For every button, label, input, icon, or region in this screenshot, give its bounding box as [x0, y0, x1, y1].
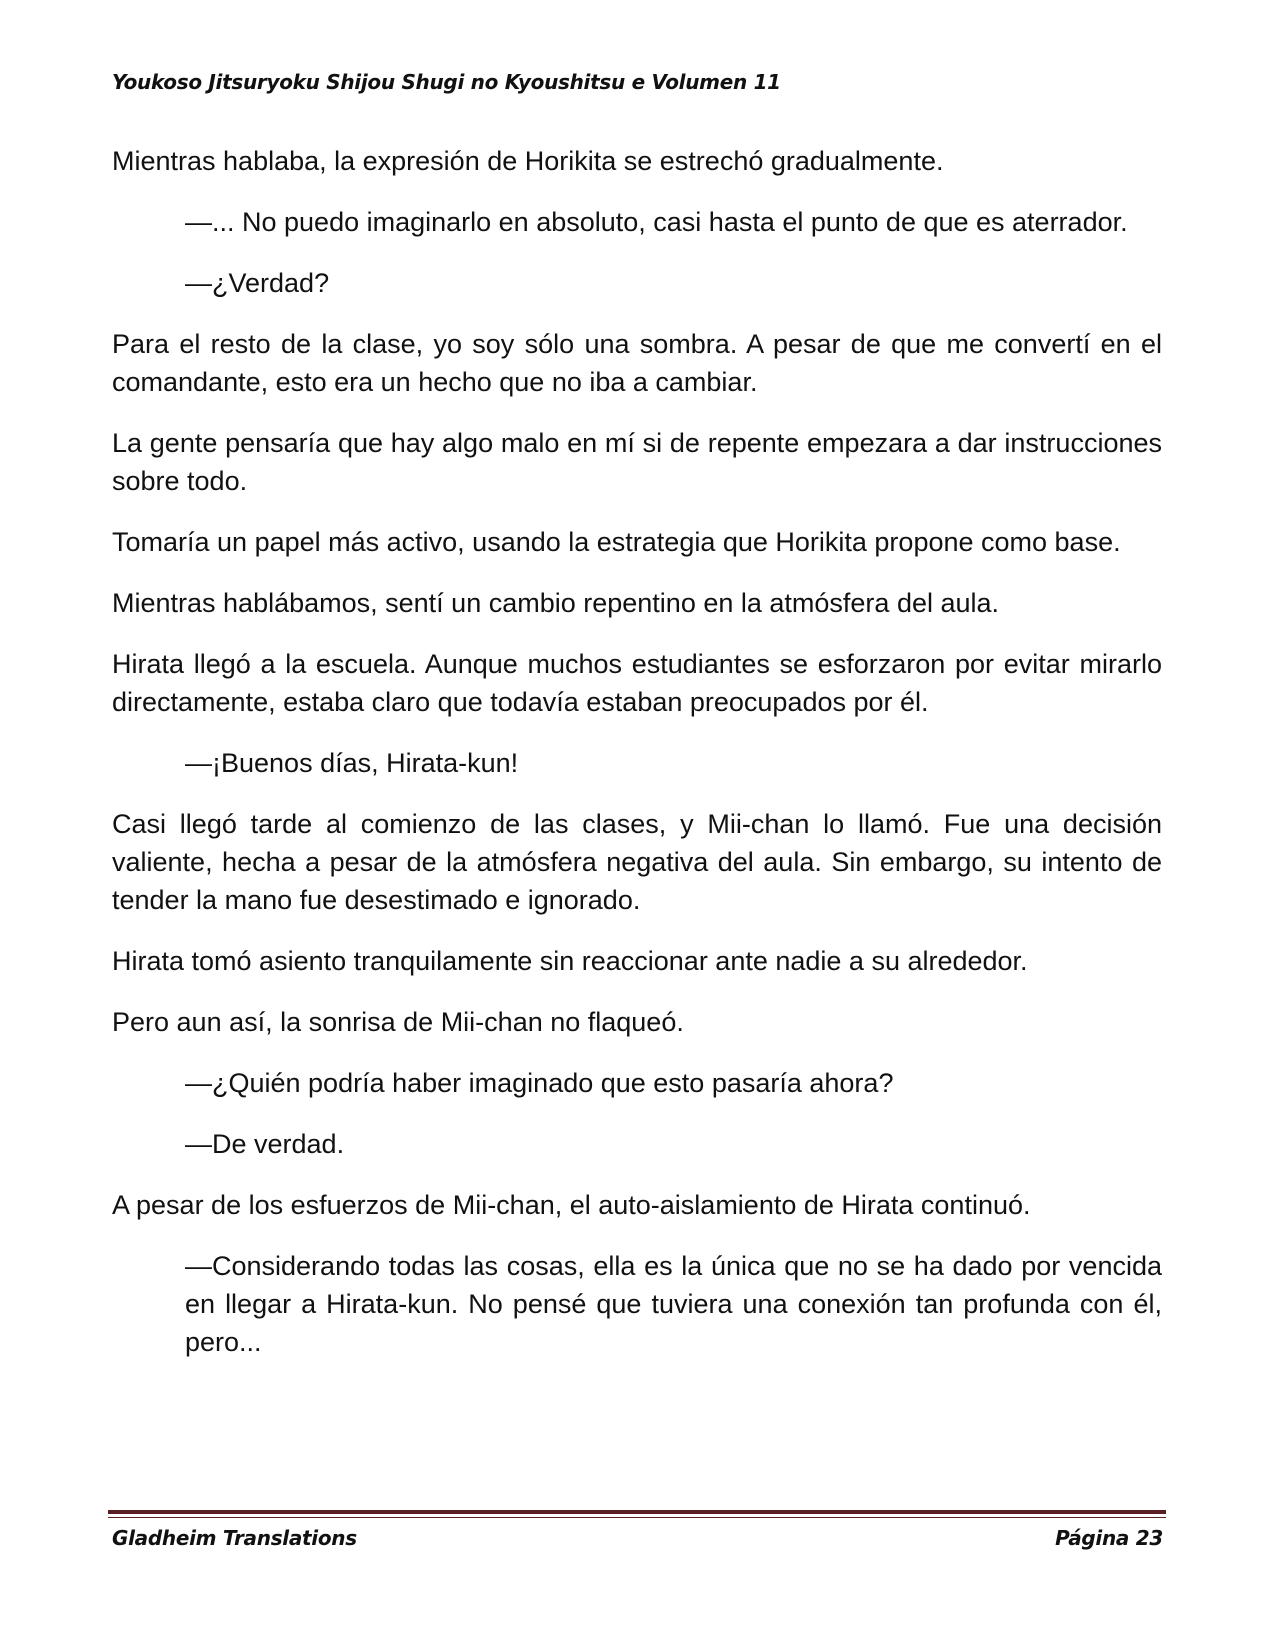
- footer-divider-thin: [108, 1517, 1166, 1518]
- dialog-line-1: —... No puedo imaginarlo en absoluto, casi hasta el punto de que es aterrador.: [185, 207, 1128, 237]
- page-body: [112, 142, 1162, 1384]
- running-header: Youkoso Jitsuryoku Shijou Shugi no Kyoushitsu e Volumen 11: [112, 70, 781, 94]
- paragraph-8: Hirata tomó asiento tranquilamente sin reaccionar ante nadie a su alrededor.: [112, 946, 1028, 976]
- paragraph-2: Para el resto de la clase, yo soy sólo una sombra. A pesar de que me convertí en el comandante, esto era un hecho que no iba a cambiar.: [112, 329, 1162, 397]
- paragraph-1: Mientras hablaba, la expresión de Horikita se estrechó gradualmente.: [112, 146, 944, 176]
- dialog-line-6: —Considerando todas las cosas, ella es la única que no se ha dado por vencida en llegar a Hirata-kun. No pensé que tuviera una conexión tan profunda con él, pero...: [185, 1251, 1162, 1357]
- paragraph-7: Casi llegó tarde al comienzo de las clases, y Mii-chan lo llamó. Fue una decisión valiente, hecha a pesar de la atmósfera negativa del aula. Sin embargo, su intento de tender la mano fue desestimado e ignorado.: [112, 809, 1162, 915]
- paragraph-3: La gente pensaría que hay algo malo en mí si de repente empezara a dar instrucciones sobre todo.: [112, 428, 1162, 496]
- dialog-line-2: —¿Verdad?: [185, 268, 330, 298]
- footer-divider-thick: [108, 1510, 1166, 1514]
- footer-page-number: Página 23: [1055, 1526, 1163, 1550]
- paragraph-5: Mientras hablábamos, sentí un cambio repentino en la atmósfera del aula.: [112, 588, 1000, 618]
- paragraph-9: Pero aun así, la sonrisa de Mii-chan no flaqueó.: [112, 1007, 684, 1037]
- dialog-line-4: —¿Quién podría haber imaginado que esto pasaría ahora?: [185, 1068, 894, 1098]
- dialog-line-5: —De verdad.: [185, 1129, 345, 1159]
- footer-publisher: Gladheim Translations: [112, 1526, 357, 1550]
- paragraph-4: Tomaría un papel más activo, usando la estrategia que Horikita propone como base.: [112, 527, 1121, 557]
- paragraph-10: A pesar de los esfuerzos de Mii-chan, el auto-aislamiento de Hirata continuó.: [112, 1190, 1031, 1220]
- dialog-line-3: —¡Buenos días, Hirata-kun!: [185, 748, 519, 778]
- paragraph-6: Hirata llegó a la escuela. Aunque muchos estudiantes se esforzaron por evitar mirarlo directamente, estaba claro que todavía estaban preocupados por él.: [112, 649, 1162, 717]
